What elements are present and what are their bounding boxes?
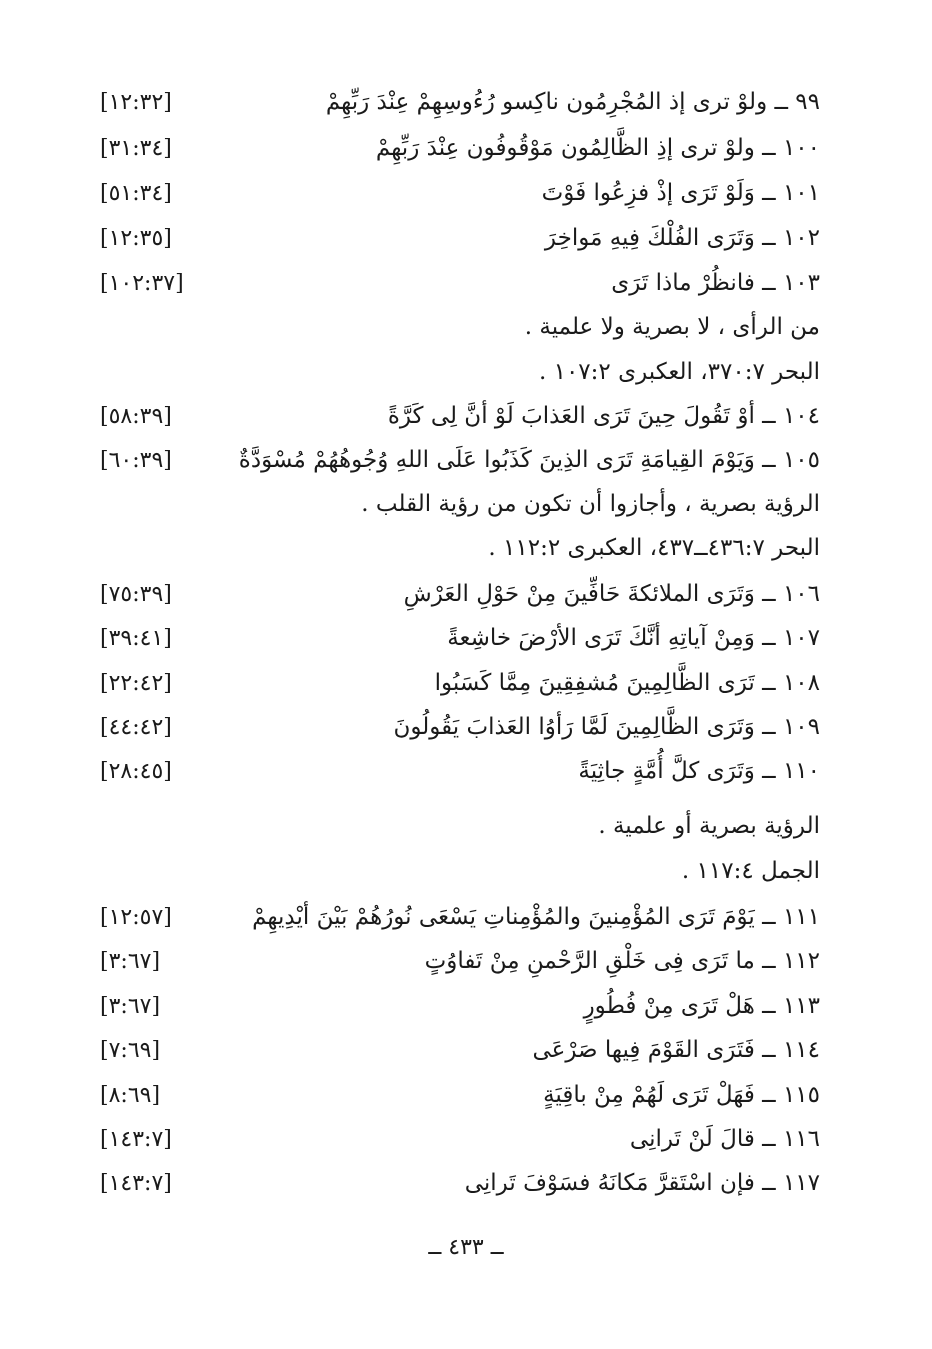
verse-text: ١١٣ ــ هَلْ تَرَى مِنْ فُطُورٍ — [583, 993, 820, 1019]
verse-reference: [٤٤:٤٢] — [100, 714, 172, 740]
commentary-note — [100, 484, 820, 524]
verse-entry — [100, 263, 820, 303]
verse-reference: [٣:٦٧] — [100, 948, 161, 974]
verse-entry — [100, 128, 820, 168]
verse-text: ١٠٧ ــ وَمِنْ آياتِهِ أنَّكَ تَرَى الأرْضَ خاشِعةً — [447, 625, 820, 651]
note-text: البحر ٣٧٠:٧، العكبرى ١٠٧:٢ . — [538, 359, 820, 385]
verse-entry — [100, 618, 820, 658]
verse-text: ١٠٩ ــ وَتَرَى الظَّالِمِينَ لَمَّا رَأوُا العَذابَ يَقُولُونَ — [393, 714, 820, 740]
verse-text: ١٠٦ ــ وَتَرَى الملائكةَ حَافِّينَ مِنْ حَوْلِ العَرْشِ — [403, 581, 820, 607]
verse-reference: [٥١:٣٤] — [100, 180, 172, 206]
verse-reference: [٧٥:٣٩] — [100, 581, 172, 607]
verse-reference: [٣١:٣٤] — [100, 135, 172, 161]
verse-text: ١١٦ ــ قالَ لَنْ تَرانِى — [629, 1126, 820, 1152]
verse-text: ١٠١ ــ وَلَوْ تَرَى إذْ فزِعُوا فَوْتَ — [541, 180, 820, 206]
verse-entry — [100, 173, 820, 213]
verse-reference: [٣:٦٧] — [100, 993, 161, 1019]
verse-reference: [١٢:٣٢] — [100, 89, 172, 115]
verse-text: ١١١ ــ يَوْمَ تَرَى المُؤْمِنينَ والمُؤْمِناتِ يَسْعَى نُورُهُمْ بَيْنَ أيْدِيهِمْ — [252, 904, 820, 930]
commentary-note — [100, 352, 820, 392]
verse-reference: [١٤٣:٧] — [100, 1170, 172, 1196]
verse-text: ١١٠ ــ وَتَرَى كلَّ أُمَّةٍ جاثِيَةً — [578, 758, 820, 784]
note-text: الرؤية بصرية ، وأجازوا أن تكون من رؤية القلب . — [361, 491, 820, 517]
verse-entry — [100, 1163, 820, 1203]
verse-text: ٩٩ ــ ولوْ ترى إذ المُجْرِمُون ناكِسو رُءُوسِهِمْ عِنْدَ رَبِّهِمْ — [325, 89, 820, 115]
note-text: الجمل ١١٧:٤ . — [681, 858, 820, 884]
page-number: ــ ٤٣٣ ــ — [428, 1235, 504, 1260]
commentary-note — [100, 806, 820, 846]
verse-entry — [100, 986, 820, 1026]
verse-entry — [100, 1075, 820, 1115]
verse-reference: [١٤٣:٧] — [100, 1126, 172, 1152]
verse-text: ١٠٥ ــ وَيَوْمَ القِيامَةِ تَرَى الذِينَ كَذَبُوا عَلَى اللهِ وُجُوهُهُمْ مُسْوَدَّةٌ — [238, 447, 820, 473]
verse-reference: [٥٨:٣٩] — [100, 403, 172, 429]
verse-reference: [١٢:٥٧] — [100, 904, 172, 930]
verse-entry — [100, 1030, 820, 1070]
verse-entry — [100, 751, 820, 791]
verse-entry — [100, 897, 820, 937]
verse-entry — [100, 440, 820, 480]
verse-reference: [٣٩:٤١] — [100, 625, 172, 651]
verse-entry — [100, 941, 820, 981]
verse-text: ١١٥ ــ فَهَلْ تَرَى لَهُمْ مِنْ باقِيَةٍ — [543, 1082, 820, 1108]
verse-reference: [١٢:٣٥] — [100, 225, 172, 251]
verse-text: ١٠٠ ــ ولوْ ترى إذِ الظَّالِمُون مَوْقُوفُون عِنْدَ رَبِّهِمْ — [375, 135, 820, 161]
verse-entry — [100, 396, 820, 436]
commentary-note — [100, 528, 820, 568]
verse-reference: [٧:٦٩] — [100, 1037, 161, 1063]
verse-entry — [100, 218, 820, 258]
note-text: البحر ٤٣٦:٧ــ٤٣٧، العكبرى ١١٢:٢ . — [488, 535, 820, 561]
commentary-note — [100, 851, 820, 891]
verse-reference: [١٠٢:٣٧] — [100, 270, 184, 296]
commentary-note — [100, 307, 820, 347]
note-text: من الرأى ، لا بصرية ولا علمية . — [524, 314, 820, 340]
verse-entry — [100, 574, 820, 614]
verse-reference: [٦٠:٣٩] — [100, 447, 172, 473]
verse-entry — [100, 1119, 820, 1159]
note-text: الرؤية بصرية أو علمية . — [598, 813, 820, 839]
verse-text: ١٠٨ ــ تَرَى الظَّالِمِينَ مُشفِقِينَ مِمَّا كَسَبُوا — [434, 670, 820, 696]
verse-text: ١١٤ ــ فَتَرَى القَوْمَ فِيها صَرْعَى — [532, 1037, 820, 1063]
verse-entry — [100, 82, 820, 122]
verse-reference: [٨:٦٩] — [100, 1082, 161, 1108]
verse-text: ١١٧ ــ فإن اسْتَقرَّ مَكانَهُ فسَوْفَ تَرانِى — [464, 1170, 820, 1196]
verse-reference: [٢٨:٤٥] — [100, 758, 172, 784]
verse-text: ١١٢ ــ ما تَرَى فِى خَلْقِ الرَّحْمنِ مِنْ تَفاوُتٍ — [424, 948, 820, 974]
verse-entry — [100, 663, 820, 703]
verse-reference: [٢٢:٤٢] — [100, 670, 172, 696]
verse-entry — [100, 707, 820, 747]
verse-text: ١٠٣ ــ فانظُرْ ماذا تَرَى — [611, 270, 820, 296]
verse-text: ١٠٤ ــ أوْ تَقُولَ حِينَ تَرَى العَذابَ لَوْ أنَّ لِى كَرَّةً — [387, 403, 820, 429]
verse-text: ١٠٢ ــ وَتَرَى الفُلْكَ فِيهِ مَواخِرَ — [544, 225, 820, 251]
